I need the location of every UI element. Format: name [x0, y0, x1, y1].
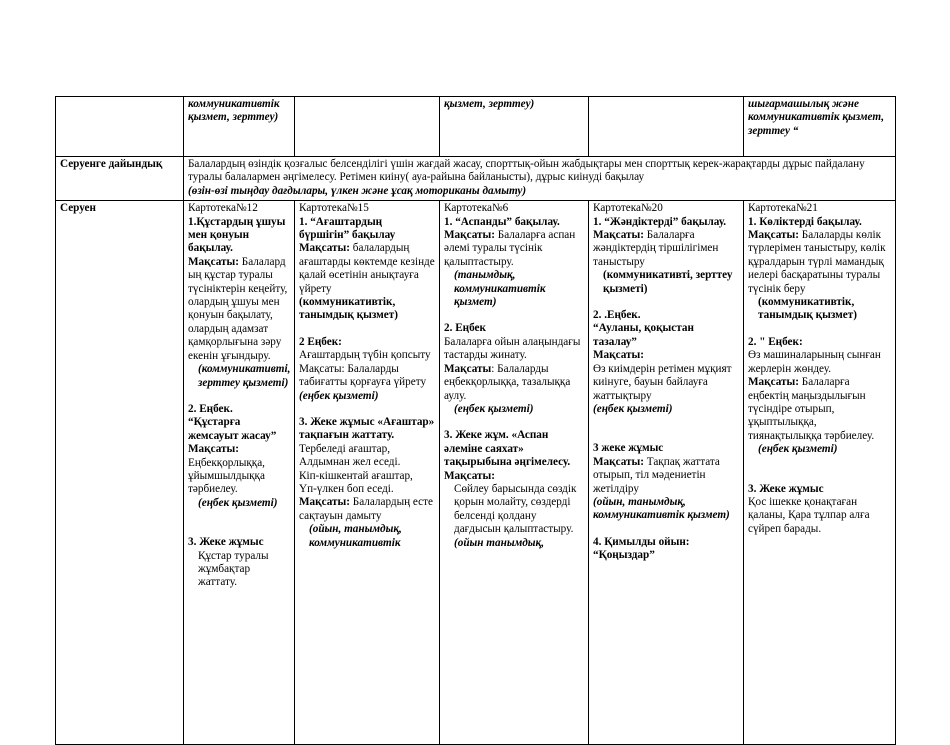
walk-label: Серуен — [60, 202, 96, 215]
work-title: 2. .Еңбек. — [593, 309, 641, 322]
observation-goal: Мақсаты: Балаларға жәндіктердің тіршілігімен таныстыру — [593, 229, 719, 268]
work-text: Ағаштардың түбін қопсыту — [299, 349, 431, 362]
observation-goal: Мақсаты: Балалард ың құстар туралы түсініктерін кеңейту, олардың ұшуы мен қонуын бақылату, олардың адамзат қамқорлығына зәру екенін ұғындыру. — [188, 255, 288, 362]
walk-prep-label: Серуенге дайындық — [60, 158, 163, 170]
observation-goal: Мақсаты: Балаларды көлік түрлерімен таныстыру, көлік құралдарын түрлі мамандық иелері басқаратыны туралы түсінік беру — [748, 229, 886, 295]
observation-title: 1. “Ағаштардың бүршігін” бақылау — [299, 215, 396, 242]
table-cell — [295, 97, 440, 157]
individual-work-title: 3. Жеке жұмыс — [748, 482, 824, 495]
individual-work-goal: Сөйлеу барысында сөздік қорын молайту, сөздерді белсенді қолдану дағдысын қалыптастыру. — [454, 482, 577, 536]
activity-type: (коммуникативтік, танымдық қызмет) — [758, 296, 857, 322]
activity-type: (коммуникативтік, танымдық қызмет) — [299, 296, 398, 322]
work-text: Өз машиналарының сынған жерлерін жөндеу. — [748, 349, 881, 375]
row-label — [56, 201, 184, 745]
table-row — [56, 201, 896, 745]
table-cell — [184, 157, 896, 201]
work-title: 2 Еңбек: — [299, 335, 342, 348]
poem-line: Тербеледі ағаштар, — [299, 442, 390, 455]
activity-type: (ойын танымдық, — [454, 536, 545, 549]
work-text: Балаларға ойын алаңындағы тастарды жинату. — [444, 335, 581, 362]
individual-work-text: Қос ішекке қонақтаған қаланы, Қара тұлпар алға сүйреп барады. — [748, 495, 870, 535]
walk-column-3 — [440, 201, 589, 745]
individual-work-title: 3. Жеке жұм. «Аспан әлеміне саяхат» тақырыбына әңгімелесу. — [444, 429, 571, 469]
table-cell — [744, 97, 896, 157]
walk-column-4 — [589, 201, 744, 745]
activity-type: (еңбек қызметі) — [299, 389, 379, 402]
poem-line: Кіп-кішкентай ағаштар, — [299, 469, 413, 482]
poem-line: Үп-үлкен боп еседі. — [299, 482, 394, 495]
table-cell — [56, 97, 184, 157]
card-number: Картотека№21 — [748, 202, 818, 215]
individual-work-goal: Мақсаты: Балалардың есте сақтауын дамыту — [299, 496, 433, 522]
game-title: 4. Қимылды ойын: — [593, 535, 690, 548]
observation-goal: Мақсаты: балалардың ағаштарды көктемде кезінде қалай өсетінін анықтауға үйрету — [299, 242, 435, 295]
individual-work-text: Құстар туралы жұмбақтар жаттату. — [198, 549, 269, 589]
activity-type: (еңбек қызметі) — [758, 443, 838, 456]
individual-work-goal: Мақсаты: Тақпақ жаттата отырып, тіл мәдениетін жетілдіру — [593, 455, 720, 495]
individual-work-title: 3 жеке жұмыс — [593, 442, 664, 455]
work-name: “Ауланы, қоқыстан тазалау” — [593, 322, 694, 348]
row-label — [56, 157, 184, 201]
observation-title: 1.Құстардың ұшуы мен қонуын бақылау. — [188, 215, 286, 255]
table-cell — [440, 97, 589, 157]
card-number: Картотека№6 — [444, 202, 509, 215]
card-number: Картотека№20 — [593, 202, 663, 215]
work-title: 2. " Еңбек: — [748, 335, 803, 348]
poem-line: Алдымнан жел еседі. — [299, 456, 401, 469]
individual-work-goal-label: Мақсаты: — [444, 469, 495, 482]
work-title: 2. Еңбек. — [188, 402, 233, 415]
card-number: Картотека№12 — [188, 202, 258, 215]
work-goal-label: Мақсаты: — [188, 443, 239, 456]
activity-type: (коммуникативті, зерттеу қызметі) — [603, 269, 733, 295]
observation-title: 1. Көліктерді бақылау. — [748, 215, 862, 228]
work-goal: Мақсаты: Балаларды табиғатты қорғауға үйрету — [299, 362, 427, 389]
activity-type: (ойын, танымдық, коммуникативтік — [309, 523, 402, 549]
plan-table — [55, 96, 896, 745]
table-cell — [589, 97, 744, 157]
activity-note: коммуникативтік қызмет, зерттеу) — [188, 98, 280, 124]
activity-type: (еңбек қызметі) — [198, 496, 278, 509]
activity-type: (еңбек қызметі) — [593, 402, 673, 415]
work-title: 2. Еңбек — [444, 322, 486, 335]
activity-note: шығармашылық және коммуникативтік қызмет, зерттеу “ — [748, 98, 885, 137]
activity-type: (танымдық, коммуникативтік қызмет) — [454, 269, 546, 309]
observation-title: 1. “Аспанды” бақылау. — [444, 215, 560, 228]
game-name: “Қоңыздар” — [593, 549, 655, 562]
table-row — [56, 97, 896, 157]
observation-title: 1. “Жәндіктерді” бақылау. — [593, 215, 727, 228]
card-number: Картотека№15 — [299, 202, 369, 215]
work-goal: Өз киімдерін ретімен мұқият киінуге, бауын байлауға жаттықтыру — [593, 362, 732, 402]
walk-prep-text: Балалардың өзіндік қозғалыс белсенділігі үшін жағдай жасау, спорттық-ойын жабдықтары мен спорттық керек-жарақтарды дұрыс пайдалану туралы балалармен әңгімелесу. Ретімен киіну( ауа-райына байланысты), дұрыс киінуді бақылау — [188, 158, 865, 184]
work-goal: Мақсаты: Балаларды еңбекқорлыққа, тазалыққа аулу. — [444, 362, 571, 402]
activity-type: (ойын, танымдық, коммуникативтік қызмет) — [593, 495, 730, 522]
work-goal-label: Мақсаты: — [593, 349, 644, 362]
walk-column-1 — [184, 201, 295, 745]
table-row — [56, 157, 896, 201]
walk-column-2 — [295, 201, 440, 745]
individual-work-title: 3. Жеке жұмыс — [188, 536, 264, 549]
activity-note: қызмет, зерттеу) — [444, 98, 535, 110]
activity-type: (коммуникативті, зерттеу қызметі) — [198, 363, 291, 389]
work-goal: Еңбекқорлыққа, ұйымшылдыққа тәрбиелеу. — [188, 456, 265, 496]
individual-work-title: 3. Жеке жұмыс «Ағаштар» тақпағын жаттату. — [299, 415, 435, 442]
activity-type: (еңбек қызметі) — [454, 402, 534, 415]
work-name: “Құстарға жемсауыт жасау” — [188, 416, 277, 442]
table-cell — [184, 97, 295, 157]
work-goal: Мақсаты: Балаларға еңбектің маңыздылығын түсіндіре отырып, ұқыптылыққа, тиянақтылыққа тәрбиелеу. — [748, 376, 875, 442]
walk-column-5 — [744, 201, 896, 745]
walk-prep-skills: (өзін-өзі тыңдау дағдылары, үлкен және ұсақ моториканы дамыту) — [188, 184, 527, 197]
observation-goal: Мақсаты: Балаларға аспан әлемі туралы түсінік қалыптастыру. — [444, 229, 576, 268]
